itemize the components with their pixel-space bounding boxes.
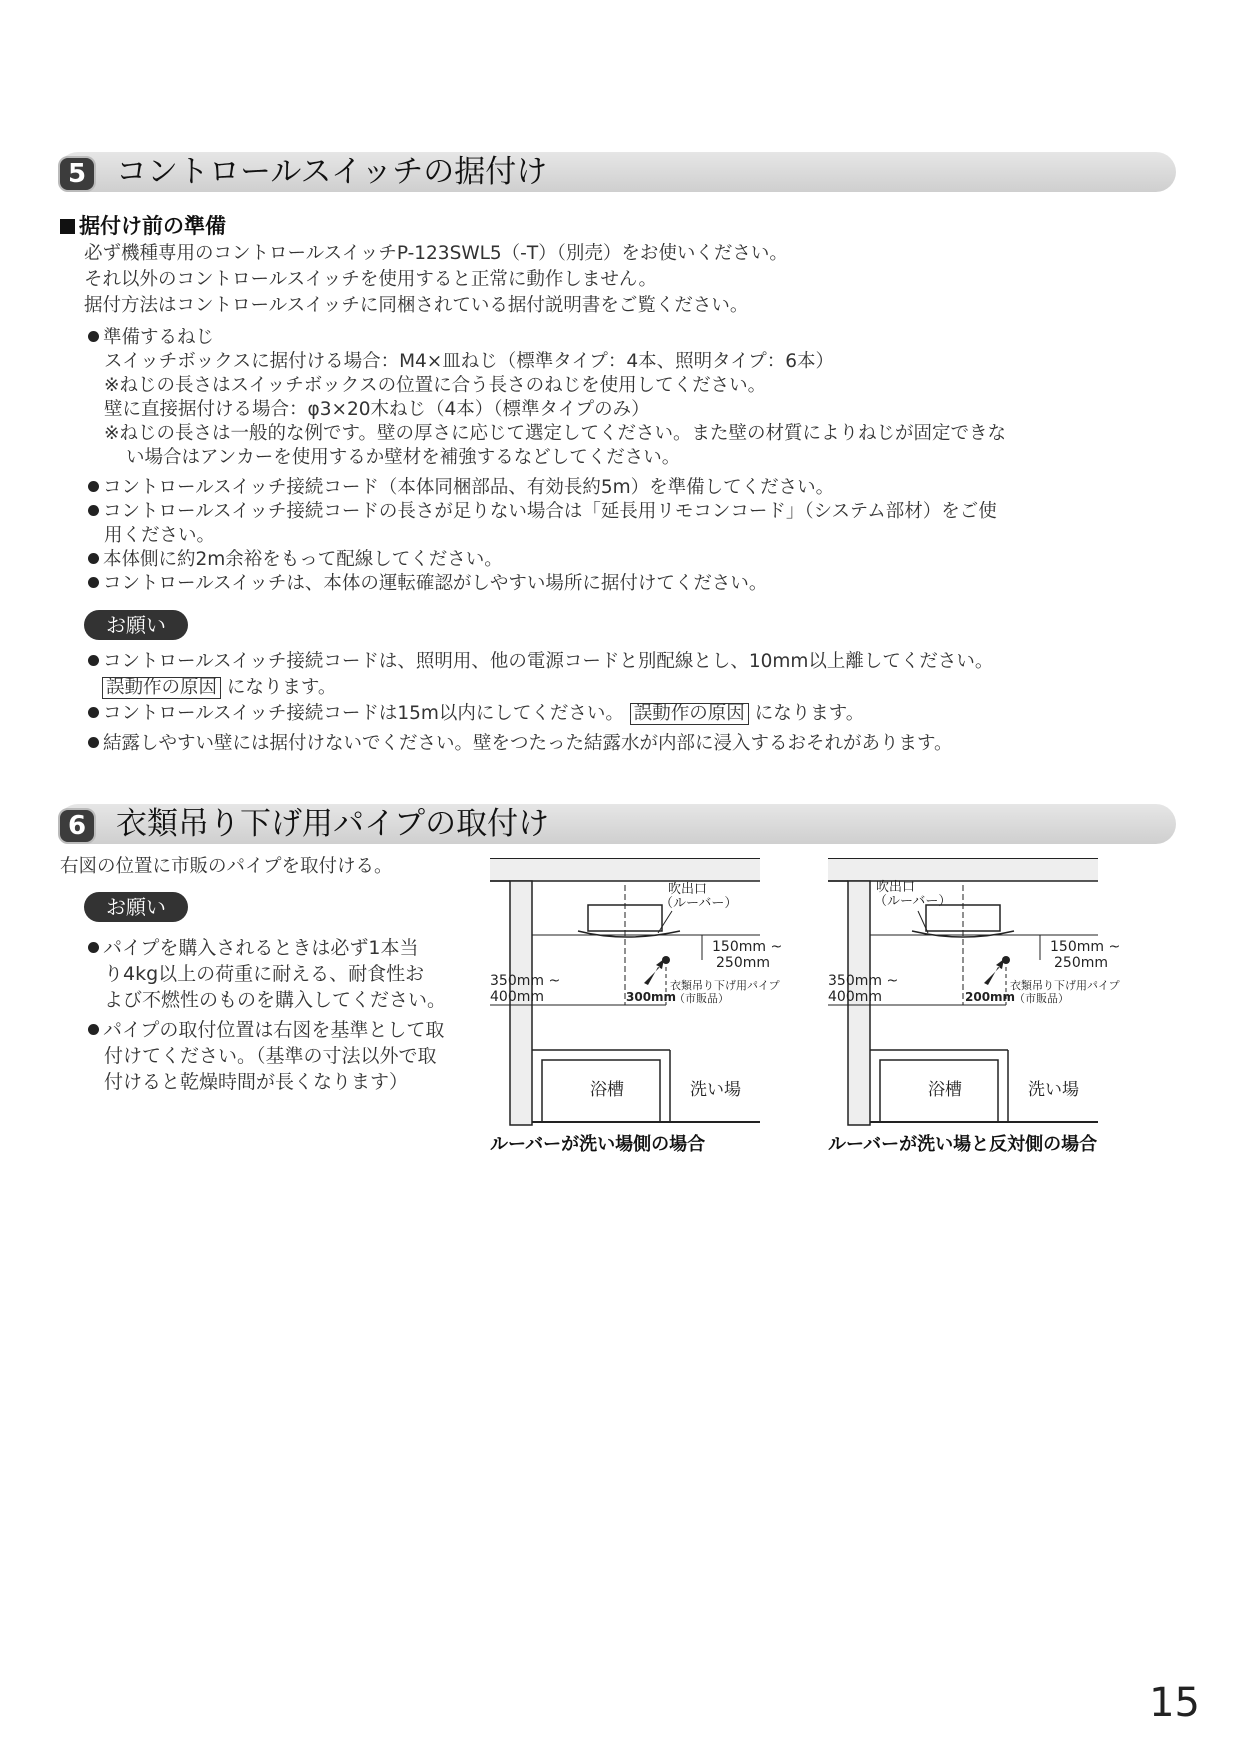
- subheading-text: 据付け前の準備: [79, 214, 226, 238]
- caution-text: 結露しやすい壁には据付けないでください。壁をつたった結露水が内部に浸入するおそれがあります。: [103, 733, 953, 754]
- bullet-dot-icon: [88, 655, 99, 666]
- vdim-text: 250mm: [1054, 955, 1108, 971]
- bullet-text: パイプを購入されるときは必ず1本当: [103, 937, 419, 959]
- caution-badge: お願い: [84, 610, 188, 640]
- ceiling-slab: [828, 859, 1098, 881]
- vdim-text: 150mm ~: [712, 939, 783, 955]
- bullet-text: よび不燃性のものを購入してください。: [104, 989, 447, 1011]
- caution-text: になります。: [226, 677, 337, 698]
- bullet-text: 準備するねじ: [103, 327, 215, 348]
- bullet-text: 用ください。: [104, 525, 216, 546]
- bullet-dot-icon: [88, 737, 99, 748]
- section-5-number: 5: [58, 156, 96, 192]
- section-5-header: [58, 152, 1176, 192]
- louver-label: （ルーバー）: [874, 894, 952, 909]
- diagram-louver-wash-side: [490, 855, 783, 1130]
- bullet-text: 付けてください。（基準の寸法以外で取: [104, 1045, 437, 1067]
- bullet-cord: [88, 476, 997, 596]
- page-number: 15: [1149, 1680, 1200, 1726]
- bullet-text: 付けると乾燥時間が長くなります）: [104, 1071, 409, 1093]
- section-5-intro: [84, 241, 788, 319]
- pipe-label: 衣類吊り下げ用パイプ: [670, 979, 780, 992]
- vdim-text: 250mm: [716, 955, 770, 971]
- bullet-text: 壁に直接据付ける場合：φ3×20木ねじ（4本）（標準タイプのみ）: [104, 399, 650, 420]
- bullet-note: ※ねじの長さはスイッチボックスの位置に合う長さのねじを使用してください。: [104, 375, 767, 396]
- bullet-text: 本体側に約2m余裕をもって配線してください。: [103, 549, 503, 570]
- pipe-label: （市販品）: [674, 992, 729, 1005]
- hdim-text: 400mm: [490, 989, 544, 1005]
- bullet-dot-icon: [88, 707, 99, 718]
- bullet-dot-icon: [88, 577, 99, 588]
- bullet-dot-icon: [88, 553, 99, 564]
- caution-text: コントロールスイッチ接続コードは、照明用、他の電源コードと別配線とし、10mm以上離してください。: [103, 651, 994, 672]
- section-6-number: 6: [58, 808, 96, 844]
- tub-label: 浴槽: [590, 1080, 624, 1100]
- diagram-louver-opposite-side: [828, 855, 1128, 1130]
- section-6-header: [58, 804, 1176, 844]
- intro-line: 必ず機種専用のコントロールスイッチP-123SWL5（-T）（別売）をお使いください。: [84, 243, 788, 264]
- offset-text: 300mm: [626, 990, 677, 1004]
- malfunction-label: 誤動作の原因: [630, 703, 749, 725]
- bullet-note: ※ねじの長さは一般的な例です。壁の厚さに応じて選定してください。また壁の材質によりねじが固定できな: [104, 423, 1007, 444]
- wash-area-label: 洗い場: [1028, 1080, 1079, 1100]
- wash-area-label: 洗い場: [690, 1080, 741, 1100]
- outlet-label: 吹出口: [876, 880, 916, 895]
- malfunction-label: 誤動作の原因: [102, 677, 221, 699]
- caution-text: になります。: [754, 703, 865, 724]
- hdim-text: 350mm ~: [828, 973, 899, 989]
- bullet-dot-icon: [88, 1024, 99, 1035]
- section-6-title: 衣類吊り下げ用パイプの取付け: [116, 806, 550, 842]
- bullet-screws: [88, 326, 1006, 470]
- bullet-dot-icon: [88, 481, 99, 492]
- unit-panel: [578, 931, 680, 937]
- intro-line: それ以外のコントロールスイッチを使用すると正常に動作しません。: [84, 269, 657, 290]
- subheading-preparation: [60, 210, 226, 240]
- bullet-dot-icon: [88, 942, 99, 953]
- vdim-text: 150mm ~: [1050, 939, 1121, 955]
- hdim-text: 350mm ~: [490, 973, 561, 989]
- bullet-text: スイッチボックスに据付ける場合：M4×皿ねじ（標準タイプ：4本、照明タイプ：6本）: [104, 351, 835, 372]
- bullet-note: い場合はアンカーを使用するか壁材を補強するなどしてください。: [126, 447, 681, 468]
- pipe-label: （市販品）: [1014, 992, 1069, 1005]
- hdim-text: 400mm: [828, 989, 882, 1005]
- caution-text: コントロールスイッチ接続コードは15m以内にしてください。: [103, 703, 624, 724]
- pipe-arrow-icon: [984, 959, 1004, 985]
- bullet-dot-icon: [88, 505, 99, 516]
- pipe-label: 衣類吊り下げ用パイプ: [1010, 979, 1120, 992]
- bullet-text: コントロールスイッチは、本体の運転確認がしやすい場所に据付けてください。: [103, 573, 768, 594]
- ceiling-slab: [490, 859, 760, 881]
- section-5-title: コントロールスイッチの据付け: [116, 154, 548, 190]
- offset-text: 200mm: [965, 990, 1016, 1004]
- bullet-text: り4kg以上の荷重に耐える、耐食性お: [104, 963, 425, 985]
- bullet-text: コントロールスイッチ接続コードの長さが足りない場合は「延長用リモコンコード」（システム部材）をご使: [103, 501, 997, 522]
- bullet-text: パイプの取付位置は右図を基準として取: [103, 1019, 445, 1041]
- section-6-intro: 右図の位置に市販のパイプを取付ける。: [60, 856, 393, 877]
- tub-label: 浴槽: [928, 1080, 962, 1100]
- outlet-label: 吹出口: [668, 882, 708, 897]
- pipe-arrow-icon: [644, 959, 664, 985]
- caution-list: [88, 650, 993, 756]
- bullet-dot-icon: [88, 331, 99, 342]
- diagram-caption-left: ルーバーが洗い場側の場合: [490, 1134, 706, 1155]
- caution-badge: お願い: [84, 892, 188, 922]
- louver-label: （ルーバー）: [660, 896, 738, 911]
- intro-line: 据付方法はコントロールスイッチに同梱されている据付説明書をご覧ください。: [84, 295, 749, 316]
- diagram-caption-right: ルーバーが洗い場と反対側の場合: [828, 1134, 1098, 1155]
- bullet-text: コントロールスイッチ接続コード（本体同梱部品、有効長約5m）を準備してください。: [103, 477, 835, 498]
- section-6-bullets: [88, 935, 446, 1095]
- square-bullet-icon: [60, 219, 75, 234]
